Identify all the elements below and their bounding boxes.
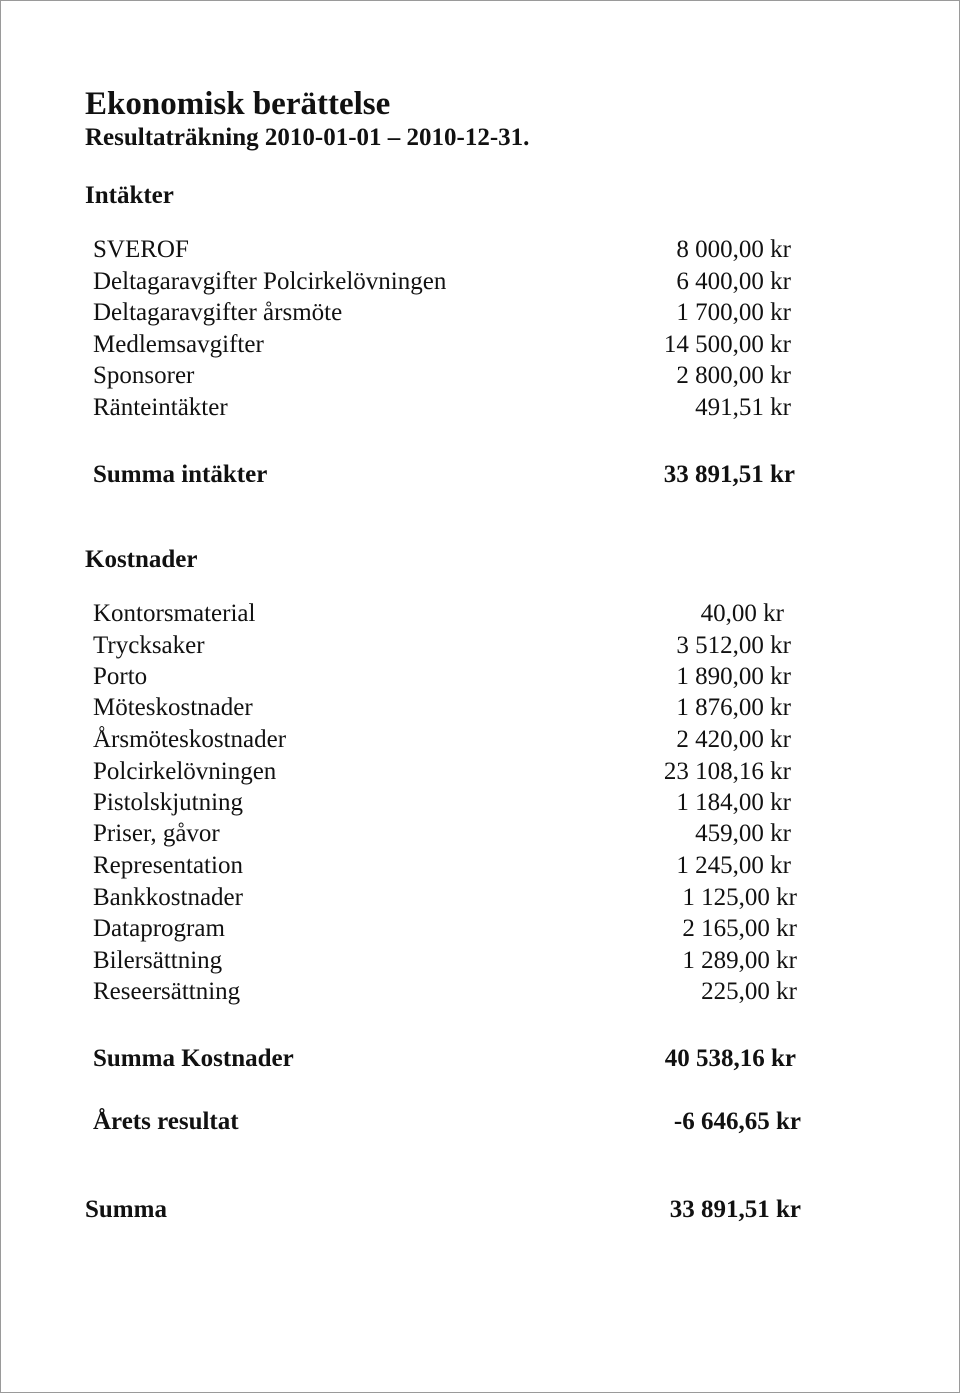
grand-total-row	[1, 1195, 960, 1225]
income-total-amount: 33 891,51 kr	[663, 461, 795, 488]
costs-heading: Kostnader	[85, 546, 198, 573]
cost-row	[1, 946, 960, 976]
costs-total-amount: 40 538,16 kr	[664, 1045, 796, 1072]
cost-label: Möteskostnader	[93, 694, 253, 721]
cost-row	[1, 599, 960, 629]
cost-amount: 1 184,00 kr	[676, 789, 791, 816]
income-amount: 6 400,00 kr	[676, 268, 791, 295]
income-row	[1, 361, 960, 391]
income-label: Sponsorer	[93, 362, 195, 389]
cost-row	[1, 631, 960, 661]
cost-row	[1, 914, 960, 944]
cost-amount: 1 890,00 kr	[676, 663, 791, 690]
cost-amount: 40,00 kr	[700, 600, 784, 627]
cost-amount: 1 125,00 kr	[682, 884, 797, 911]
costs-total-label: Summa Kostnader	[93, 1045, 294, 1072]
cost-amount: 2 165,00 kr	[682, 915, 797, 942]
cost-amount: 2 420,00 kr	[676, 726, 791, 753]
income-row	[1, 393, 960, 423]
costs-total-row	[1, 1044, 960, 1074]
income-label: Ränteintäkter	[93, 394, 228, 421]
document-title: Ekonomisk berättelse	[85, 86, 391, 122]
cost-amount: 3 512,00 kr	[676, 632, 791, 659]
income-row	[1, 330, 960, 360]
cost-row	[1, 725, 960, 755]
income-total-label: Summa intäkter	[93, 461, 268, 488]
cost-label: Priser, gåvor	[93, 820, 220, 847]
cost-label: Kontorsmaterial	[93, 600, 256, 627]
document-subtitle: Resultaträkning 2010-01-01 – 2010-12-31.	[85, 124, 530, 151]
cost-row	[1, 851, 960, 881]
cost-amount: 1 245,00 kr	[676, 852, 791, 879]
cost-amount: 23 108,16 kr	[663, 758, 791, 785]
cost-label: Årsmöteskostnader	[93, 726, 287, 753]
income-amount: 8 000,00 kr	[676, 236, 791, 263]
cost-row	[1, 693, 960, 723]
income-total-row	[1, 460, 960, 490]
grand-total-label: Summa	[85, 1196, 167, 1223]
income-row	[1, 298, 960, 328]
cost-row	[1, 883, 960, 913]
cost-label: Dataprogram	[93, 915, 225, 942]
income-amount: 1 700,00 kr	[676, 299, 791, 326]
cost-label: Trycksaker	[93, 632, 205, 659]
cost-label: Bilersättning	[93, 947, 223, 974]
income-row	[1, 267, 960, 297]
cost-amount: 459,00 kr	[695, 820, 791, 847]
income-label: Medlemsavgifter	[93, 331, 264, 358]
income-heading: Intäkter	[85, 182, 174, 209]
cost-row	[1, 819, 960, 849]
result-label: Årets resultat	[93, 1108, 239, 1135]
cost-row	[1, 662, 960, 692]
grand-total-amount: 33 891,51 kr	[669, 1196, 801, 1223]
result-row	[1, 1107, 960, 1137]
income-row	[1, 235, 960, 265]
cost-row	[1, 757, 960, 787]
income-label: SVEROF	[93, 236, 189, 263]
result-amount: -6 646,65 kr	[673, 1108, 801, 1135]
cost-label: Representation	[93, 852, 243, 879]
cost-amount: 1 289,00 kr	[682, 947, 797, 974]
income-label: Deltagaravgifter årsmöte	[93, 299, 343, 326]
income-amount: 491,51 kr	[695, 394, 791, 421]
income-amount: 14 500,00 kr	[663, 331, 791, 358]
income-amount: 2 800,00 kr	[676, 362, 791, 389]
cost-amount: 225,00 kr	[701, 978, 797, 1005]
cost-row	[1, 977, 960, 1007]
cost-label: Bankkostnader	[93, 884, 243, 911]
cost-label: Porto	[93, 663, 148, 690]
cost-row	[1, 788, 960, 818]
cost-label: Pistolskjutning	[93, 789, 244, 816]
cost-amount: 1 876,00 kr	[676, 694, 791, 721]
income-label: Deltagaravgifter Polcirkelövningen	[93, 268, 447, 295]
cost-label: Polcirkelövningen	[93, 758, 277, 785]
cost-label: Reseersättning	[93, 978, 241, 1005]
